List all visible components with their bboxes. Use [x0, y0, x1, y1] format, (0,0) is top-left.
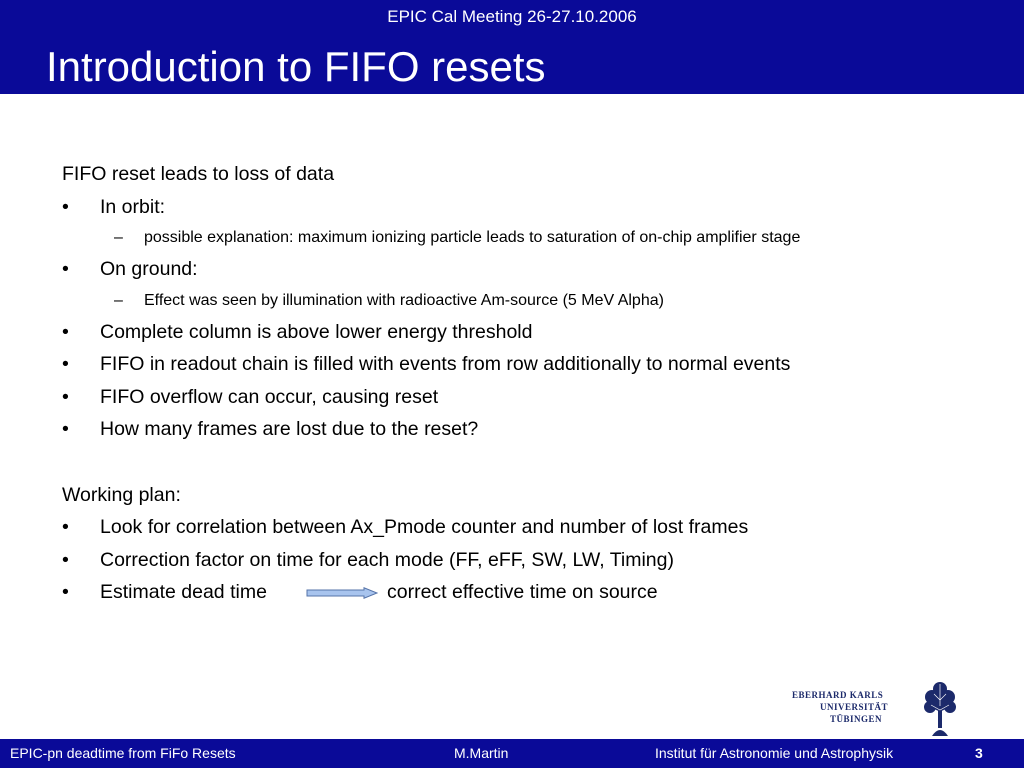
slide-footer: [0, 739, 1024, 768]
bullet-marker: •: [62, 353, 69, 375]
logo-line-3: TÜBINGEN: [830, 714, 883, 724]
page-number: 3: [975, 745, 983, 761]
bullet-item: [62, 381, 1002, 414]
bullet-marker: •: [62, 258, 69, 280]
bullet-item: [62, 316, 1002, 349]
spacer: [62, 446, 1002, 479]
bullet-text: In orbit:: [100, 195, 166, 218]
bullet-item: [62, 253, 1002, 286]
university-tree-icon: [922, 680, 958, 738]
dash-marker: –: [114, 291, 123, 309]
bullet-text: How many frames are lost due to the reset?: [100, 418, 479, 440]
university-logo: [792, 680, 962, 738]
bullet-item: [62, 413, 1002, 446]
bullet-marker: •: [62, 195, 69, 218]
bullet-marker: •: [62, 320, 69, 343]
meeting-label: EPIC Cal Meeting 26-27.10.2006: [387, 7, 637, 26]
slide-header: [0, 0, 1024, 94]
plan-heading: Working plan:: [62, 483, 181, 506]
plan-bullet-text: Estimate dead time: [100, 581, 267, 603]
footer-institute: Institut für Astronomie und Astrophysik: [655, 745, 894, 761]
bullet-marker: •: [62, 516, 69, 538]
sub-bullet-item: [62, 223, 1002, 253]
bullet-item: [62, 348, 1002, 381]
dash-marker: –: [114, 229, 123, 246]
plan-bullet-item: [62, 576, 1002, 609]
plan-bullet-text-result: correct effective time on source: [387, 581, 658, 603]
bullet-marker: •: [62, 385, 69, 408]
plan-bullet-item: [62, 544, 1002, 577]
footer-author: M.Martin: [454, 745, 509, 761]
slide-title: Introduction to FIFO resets: [46, 43, 546, 90]
bullet-text: On ground:: [100, 258, 198, 280]
intro-line: [62, 158, 1002, 191]
plan-bullet-item: [62, 511, 1002, 544]
plan-bullet-text: Correction factor on time for each mode (FF, eFF, SW, LW, Timing): [100, 548, 674, 571]
bullet-marker: •: [62, 418, 69, 440]
bullet-text: FIFO overflow can occur, causing reset: [100, 385, 439, 408]
bullet-marker: •: [62, 548, 69, 571]
logo-line-2: UNIVERSITÄT: [820, 702, 889, 712]
logo-line-1: EBERHARD KARLS: [792, 690, 884, 700]
bullet-text: FIFO in readout chain is filled with events from row additionally to normal events: [100, 353, 791, 375]
bullet-item: [62, 191, 1002, 224]
sub-bullet-text: Effect was seen by illumination with radioactive Am-source (5 MeV Alpha): [144, 291, 664, 309]
bullet-text: Complete column is above lower energy threshold: [100, 320, 533, 343]
intro-text: FIFO reset leads to loss of data: [62, 163, 335, 185]
sub-bullet-text: possible explanation: maximum ionizing particle leads to saturation of on-chip amplifier stage: [144, 229, 801, 246]
plan-bullet-text: Look for correlation between Ax_Pmode counter and number of lost frames: [100, 516, 749, 538]
plan-heading-line: [62, 479, 1002, 512]
slide-content: [62, 158, 1002, 609]
arrow-right-icon: [306, 587, 378, 599]
footer-title: EPIC-pn deadtime from FiFo Resets: [10, 745, 236, 761]
bullet-marker: •: [62, 581, 69, 603]
sub-bullet-item: [62, 286, 1002, 316]
